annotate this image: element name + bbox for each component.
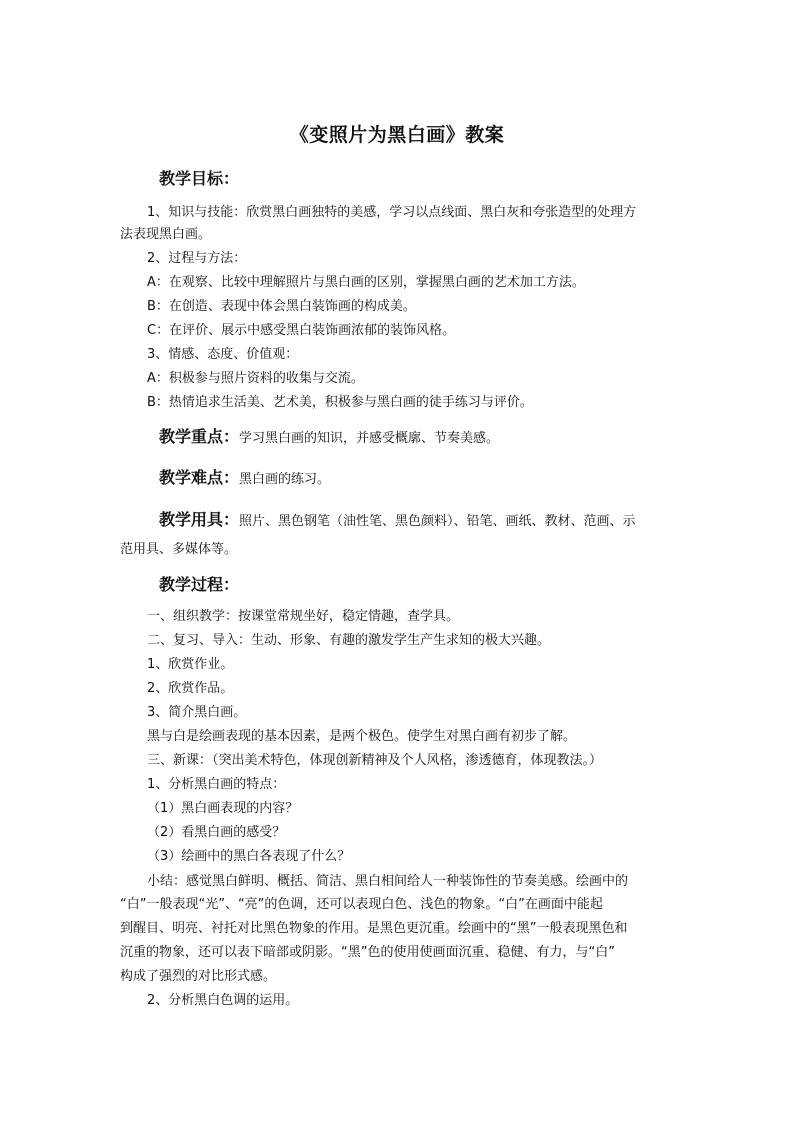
process-line: 1、分析黑白画的特点：	[147, 777, 286, 792]
objective-item-1: 1、知识与技能：欣赏黑白画独特的美感，学习以点线面、黑白灰和夸张造型的处理方	[147, 205, 637, 220]
process-line: 黑与白是绘画表现的基本因素，是两个极色。使学生对黑白画有初步了解。	[147, 729, 577, 744]
summary-line-3: 到醒目、明亮、衬托对比黑色物象的作用。是黑色更沉重。绘画中的“黑”一般表现黑色和	[120, 921, 628, 936]
tools-row	[159, 511, 636, 531]
objective-item-2a: A：在观察、比较中理解照片与黑白画的区别，掌握黑白画的艺术加工方法。	[147, 275, 585, 290]
process-line: 2、欣赏作品。	[147, 681, 234, 696]
objective-item-3a: A：积极参与照片资料的收集与交流。	[147, 371, 364, 386]
tools-text-cont: 范用具、多媒体等。	[120, 542, 238, 557]
process-line: 3、简介黑白画。	[147, 705, 247, 720]
process-line: （2）看黑白画的感受？	[147, 825, 286, 840]
tools-label: 教学用具：	[159, 510, 240, 529]
process-line: 1、欣赏作业。	[147, 657, 234, 672]
objective-item-1-cont: 法表现黑白画。	[120, 227, 212, 242]
tools-text: 照片、黑色钢笔（油性笔、黑色颜料）、铅笔、画纸、教材、范画、示	[239, 514, 636, 529]
summary-line-1: 小结：感觉黑白鲜明、概括、简洁、黑白相间给人一种装饰性的节奏美感。绘画中的	[147, 874, 629, 889]
process-line: 二、复习、导入：生动、形象、有趣的激发学生产生求知的极大兴趣。	[147, 633, 551, 648]
keypoints-text: 学习黑白画的知识，并感受概廓、节奏美感。	[239, 431, 500, 446]
process-line: （1）黑白画表现的内容？	[147, 801, 299, 816]
summary-line-4: 沉重的物象，还可以表下暗部或阴影。“黑”色的使用使画面沉重、稳健、有力，与“白”	[120, 945, 615, 960]
objective-item-2b: B：在创造、表现中体会黑白装饰画的构成美。	[147, 299, 416, 314]
difficulty-row	[159, 469, 330, 489]
objective-item-3: 3、情感、态度、价值观：	[147, 347, 299, 362]
objective-item-2: 2、过程与方法：	[147, 251, 247, 266]
summary-line-2: “白”一般表现“光”、“亮”的色调，还可以表现白色、浅色的物象。“白”在画面中能起	[120, 897, 603, 912]
objectives-heading: 教学目标：	[159, 169, 240, 188]
process-line: 一、组织教学：按课堂常规坐好，稳定情趣，查学具。	[147, 609, 460, 624]
page-title: 《变照片为黑白画》教案	[289, 124, 505, 146]
objective-item-2c: C：在评价、展示中感受黑白装饰画浓郁的装饰风格。	[147, 323, 456, 338]
process-line: 三、新课：（突出美术特色，体现创新精神及个人风格，渗透德育，体现教法。）	[147, 753, 603, 768]
summary-line-5: 构成了强烈的对比形式感。	[120, 969, 277, 984]
difficulty-text: 黑白画的练习。	[239, 472, 331, 487]
keypoints-label: 教学重点：	[159, 427, 240, 446]
process-line: （3）绘画中的黑白各表现了什么？	[147, 849, 351, 864]
difficulty-label: 教学难点：	[159, 468, 240, 487]
keypoints-row	[159, 428, 499, 448]
objective-item-3b: B：热情追求生活美、艺术美，积极参与黑白画的徒手练习与评价。	[147, 395, 533, 410]
process-line: 2、分析黑白色调的运用。	[147, 993, 299, 1008]
process-heading: 教学过程：	[159, 575, 240, 594]
